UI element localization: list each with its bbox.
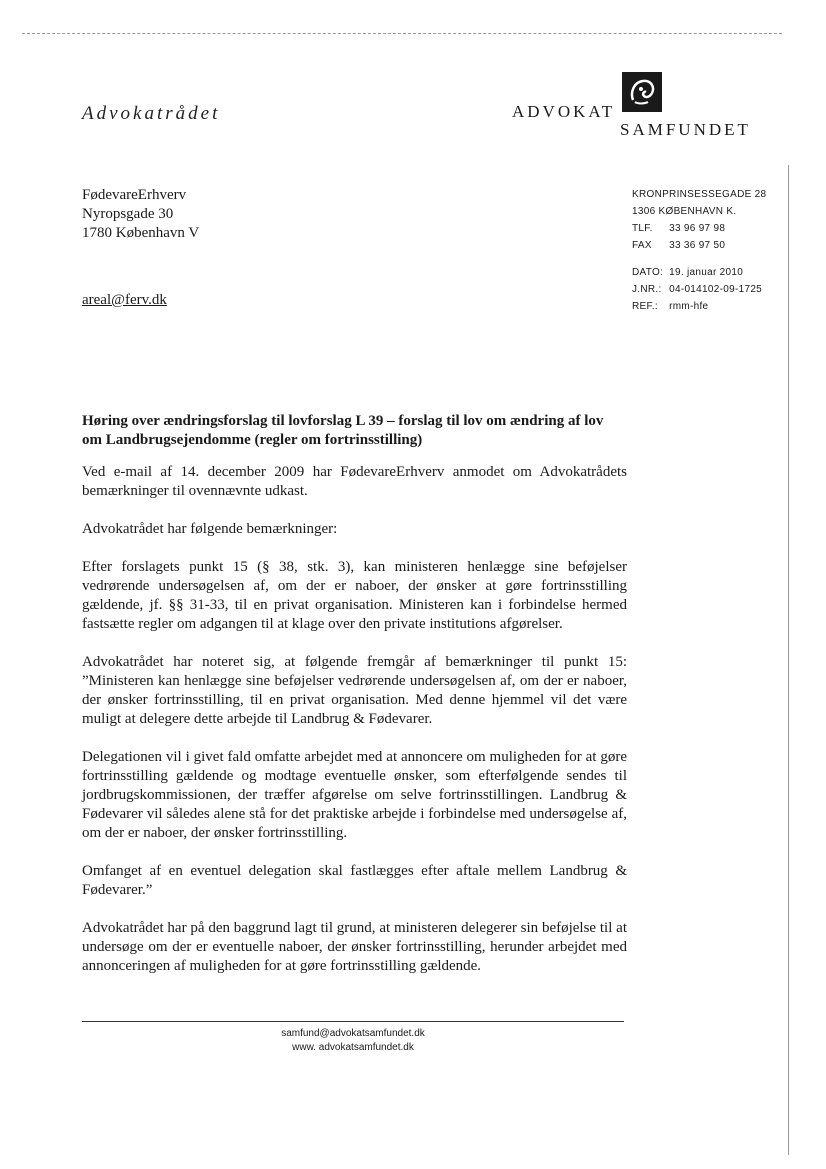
journal-number-row [632, 281, 766, 298]
recipient-address [82, 186, 199, 243]
sender-street: KRONPRINSESSEGADE 28 [632, 189, 767, 200]
advokatraadet-title: Advokatrådet [82, 103, 221, 124]
footer-email: samfund@advokatsamfundet.dk [281, 1028, 425, 1039]
paragraph-2: Advokatrådet har følgende bemærkninger: [82, 521, 338, 537]
sender-city: 1306 KØBENHAVN K. [632, 206, 737, 217]
recipient-email-link[interactable]: areal@ferv.dk [82, 292, 167, 308]
journal-number-label: J.NR.: [632, 284, 662, 295]
recipient-name: FødevareErhverv [82, 187, 187, 203]
reference-row [632, 298, 766, 315]
fax-label: FAX [632, 240, 652, 251]
paragraph-6: Omfanget af en eventuel delegation skal fastlægges efter aftale mellem Landbrug & Fødevarer.” [82, 863, 627, 898]
letter-subject: Høring over ændringsforslag til lovforslag L 39 – forslag til lov om ændring af lov om Landbrugsejendomme (regler om fortrinsstilling) [82, 413, 604, 448]
recipient-city: 1780 København V [82, 225, 200, 241]
footer-divider [82, 1021, 624, 1022]
letter-body [82, 463, 627, 995]
date-row [632, 264, 766, 281]
sender-info-block [632, 186, 766, 315]
phone-value: 33 96 97 98 [669, 223, 726, 234]
recipient-street: Nyropsgade 30 [82, 206, 174, 222]
paragraph-1: Ved e-mail af 14. december 2009 har FødevareErhverv anmodet om Advokatrådets bemærkninger til ovennævnte udkast. [82, 464, 627, 499]
fax-value: 33 36 97 50 [669, 240, 726, 251]
date-value: 19. januar 2010 [669, 267, 744, 278]
advokat-emblem-icon [620, 70, 664, 114]
footer [82, 1027, 624, 1055]
paragraph-3: Efter forslagets punkt 15 (§ 38, stk. 3), kan ministeren henlægge sine beføjelser vedrørende undersøgelsen af, om der er naboer, der ønsker at gøre fortrinsstilling gældende, jf. §§ 31-33, til en privat organisation. Ministeren kan i forbindelse hermed fastsætte regler om adgangen til at klage over den private institutions afgørelser. [82, 559, 627, 632]
sender-phone-row [632, 220, 766, 237]
paragraph-7: Advokatrådet har på den baggrund lagt til grund, at ministeren delegerer sin beføjelse til at undersøge om der er eventuelle naboer, der ønsker fortrinsstilling, herunder arbejdet med annonceringen af muligheden for at gøre fortrinsstilling gældende. [82, 920, 627, 974]
paragraph-5: Delegationen vil i givet fald omfatte arbejdet med at annoncere om muligheden for at gøre fortrinsstilling gældende og modtage eventuelle ønsker, som efterfølgende sendes til jordbrugskommissionen, der træffer afgørelse om selve fortrinsstillingen. Landbrug & Fødevarer vil således alene stå for det praktiske arbejde i forbindelse med undersøgelse af, om der er naboer, der ønsker fortrinsstilling. [82, 749, 627, 841]
brand-word-samfundet: SAMFUNDET [620, 120, 751, 139]
paragraph-4: Advokatrådet har noteret sig, at følgende fremgår af bemærkninger til punkt 15: ”Ministeren kan henlægge sine beføjelser vedrørende undersøgelsen af, om der er naboer, der ønsker fortrinsstilling, til en privat organisation. Med denne hjemmel vil det være muligt at delegere dette arbejde til Landbrug & Fødevarer. [82, 654, 627, 727]
scan-artifact-margin-line [788, 165, 789, 1155]
sender-fax-row [632, 237, 766, 254]
reference-label: REF.: [632, 301, 658, 312]
journal-number-value: 04-014102-09-1725 [669, 284, 763, 295]
advokatsamfundet-logo [512, 70, 762, 140]
reference-value: rmm-hfe [669, 301, 709, 312]
brand-word-advokat: ADVOKAT [512, 102, 616, 121]
date-label: DATO: [632, 267, 664, 278]
scan-artifact-line [22, 33, 782, 34]
phone-label: TLF. [632, 223, 653, 234]
footer-website: www. advokatsamfundet.dk [292, 1042, 414, 1053]
